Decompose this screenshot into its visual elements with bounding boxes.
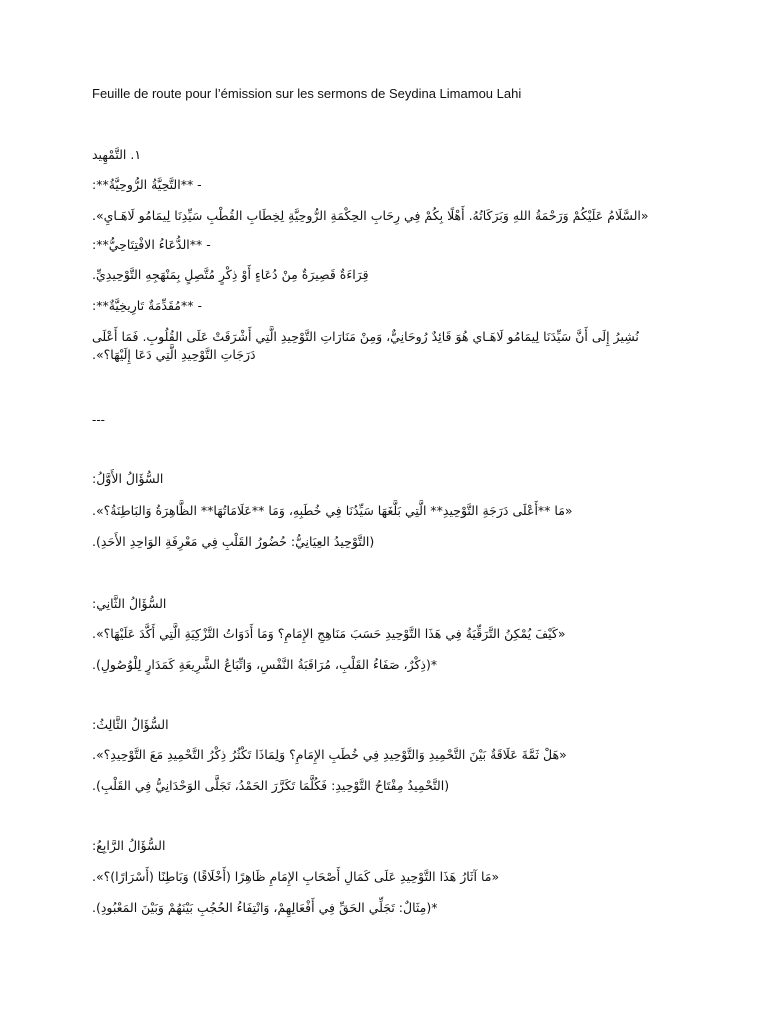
question-1-note: (التَّوْحِيدُ العِيَانِيُّ: حُضُورُ القَلْبِ فِي مَعْرِفَةِ الوَاحِدِ الأَحَدِ). (92, 534, 375, 549)
history-text: نُشِيرُ إِلَى أَنَّ سَيِّدَنَا لِيمَامُو لَاهَـاي هُوَ قَائِدٌ رُوحَانِيٌّ، وَمِنْ مَنَارَاتِ التَّوْحِيدِ الَّتِي أَشْرَقَتْ عَلَى القُلُوبِ. فَمَا أَعْلَى دَرَجَاتِ التَّوْحِيدِ الَّتِي دَعَا إِلَيْهَا؟». (92, 329, 639, 362)
question-1-heading: السُّؤَالُ الأَوَّلُ: (92, 471, 164, 486)
question-4-note: *(مِثَالٌ: تَجَلِّي الحَقِّ فِي أَفْعَالِهِمْ، وَانْتِفَاءُ الحُجُبِ بَيْنَهُمْ وَبَيْنَ المَعْبُودِ). (92, 900, 438, 915)
question-4-heading: السُّؤَالُ الرَّابِعُ: (92, 838, 166, 853)
prayer-label: - **الدُّعَاءُ الافْتِتَاحِيُّ**: (92, 237, 211, 252)
document-title: Feuille de route pour l’émission sur les sermons de Seydina Limamou Lahi (92, 86, 522, 101)
question-3-text: «هَلْ ثَمَّةَ عَلَاقَةٌ بَيْنَ التَّحْمِيدِ وَالتَّوْحِيدِ فِي خُطَبِ الإِمَامِ؟ وَلِمَاذَا تَكْثُرُ ذِكْرُ التَّحْمِيدِ مَعَ التَّوْحِيدِ؟». (92, 747, 567, 762)
question-2-note: *(ذِكْرٌ، صَفَاءُ القَلْبِ، مُرَاقَبَةُ النَّفْسِ، وَاتِّبَاعُ الشَّرِيعَةِ كَمَدَارٍ لِلْوُصُولِ). (92, 657, 438, 672)
history-label: - **مُقَدِّمَةٌ تَارِيخِيَّةٌ**: (92, 298, 202, 313)
intro-heading: ١. التَّمْهِيد (92, 147, 142, 162)
prayer-text: قِرَاءَةٌ قَصِيرَةٌ مِنْ دُعَاءٍ أَوْ ذِكْرٍ مُتَّصِلٍ بِمَنْهَجِهِ التَّوْحِيدِيِّ. (92, 267, 369, 282)
welcome-label: - **التَّحِيَّةُ الرُّوحِيَّةُ**: (92, 177, 202, 192)
question-4-text: «مَا آثَارُ هَذَا التَّوْحِيدِ عَلَى كَمَالِ أَصْحَابِ الإِمَامِ ظَاهِرًا (أَخْلَاقًا) وَبَاطِنًا (أَسْرَارًا)؟». (92, 869, 500, 884)
separator: --- (92, 412, 105, 427)
question-2-text: «كَيْفَ يُمْكِنُ التَّرَقِّيَةُ فِي هَذَا التَّوْحِيدِ حَسَبَ مَنَاهِجِ الإِمَامِ؟ وَمَا أَدَوَاتُ التَّزْكِيَةِ الَّتِي أَكَّدَ عَلَيْهَا؟». (92, 626, 566, 641)
question-3-heading: السُّؤَالُ الثَّالِثُ: (92, 717, 169, 732)
welcome-text: «السَّلَامُ عَلَيْكُمْ وَرَحْمَةُ اللهِ وَبَرَكَاتُهُ. أَهْلًا بِكُمْ فِي رِحَابِ الحِكْمَةِ الرُّوحِيَّةِ لِخِطَابِ القُطْبِ سَيِّدِنَا لِيمَامُو لَاهَـايِ». (92, 208, 649, 223)
question-1-text: «مَا **أَعْلَى دَرَجَةِ التَّوْحِيدِ** الَّتِي بَلَّغَهَا سَيِّدُنَا فِي خُطَبِهِ، وَمَا **عَلَامَاتُهَا** الظَّاهِرَةُ وَالبَاطِنَةُ؟». (92, 503, 573, 518)
question-3-note: (التَّحْمِيدُ مِفْتَاحُ التَّوْحِيدِ: فَكُلَّمَا تَكَرَّرَ الحَمْدُ، تَجَلَّى الوَحْدَانِيُّ فِي القَلْبِ). (92, 778, 450, 793)
question-2-heading: السُّؤَالُ الثَّانِي: (92, 596, 167, 611)
